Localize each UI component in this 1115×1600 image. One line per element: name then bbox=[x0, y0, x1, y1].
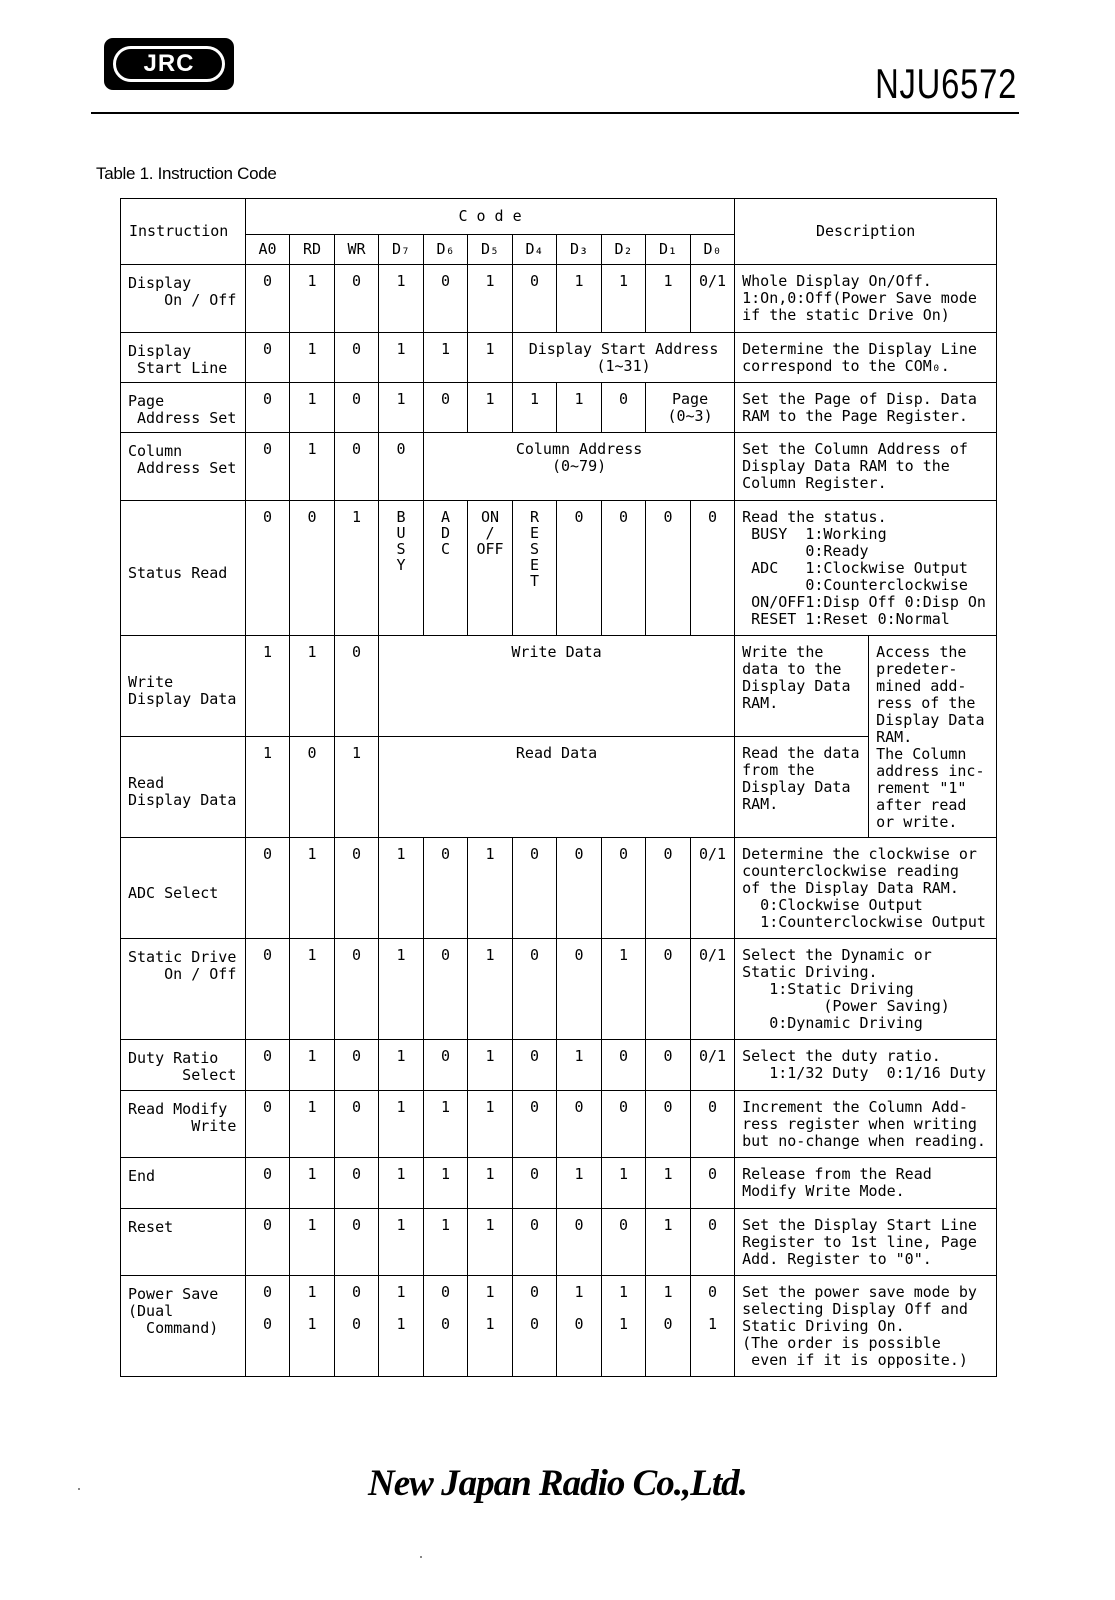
bit-cell: 0 bbox=[246, 501, 290, 636]
table-row bbox=[121, 1091, 997, 1158]
bit-cell: 0 bbox=[246, 939, 290, 1040]
bit-cell: 1 bbox=[646, 265, 691, 333]
bit-cell: 0/1 bbox=[691, 939, 735, 1040]
table-row bbox=[121, 1040, 997, 1091]
bit-cell: 0 bbox=[602, 1040, 646, 1091]
bit-cell: 0 bbox=[646, 1091, 691, 1158]
bit-cell: 0 1 bbox=[691, 1276, 735, 1377]
bit-cell: 0 0 bbox=[246, 1276, 290, 1377]
bit-cell: 1 1 bbox=[602, 1276, 646, 1377]
table-row bbox=[121, 838, 997, 939]
bit-cell: 1 bbox=[246, 737, 290, 838]
bit-cell: 1 bbox=[290, 265, 335, 333]
bit-cell: 1 0 bbox=[557, 1276, 602, 1377]
bit-cell: 0 bbox=[335, 939, 379, 1040]
bit-cell: 1 bbox=[424, 1091, 468, 1158]
bit-cell: 0 bbox=[379, 433, 424, 501]
bit-cell: 1 bbox=[290, 333, 335, 383]
bit-cell: 0 bbox=[602, 1209, 646, 1276]
bit-cell: 1 bbox=[379, 1040, 424, 1091]
bit-cell-reset: R E S E T bbox=[513, 501, 557, 636]
bit-cell: 0/1 bbox=[691, 1040, 735, 1091]
bit-cell: 0 bbox=[246, 433, 290, 501]
bit-cell: 1 0 bbox=[646, 1276, 691, 1377]
table-row bbox=[121, 333, 997, 383]
bit-cell: 0 0 bbox=[335, 1276, 379, 1377]
bit-cell: 1 bbox=[290, 1040, 335, 1091]
company-signature: New Japan Radio Co.,Ltd. bbox=[368, 1463, 747, 1504]
bit-header: RD bbox=[290, 235, 335, 265]
bit-cell: 0 bbox=[513, 1091, 557, 1158]
bit-cell: 1 bbox=[290, 939, 335, 1040]
bit-cell: 1 bbox=[557, 1158, 602, 1209]
instruction-name: Reset bbox=[121, 1209, 246, 1276]
bit-cell: 0 0 bbox=[513, 1276, 557, 1377]
bit-cell: 1 bbox=[290, 1158, 335, 1209]
field-span-cell: Read Data bbox=[379, 737, 735, 838]
bit-cell: 1 bbox=[468, 265, 513, 333]
bit-cell: 0 bbox=[246, 1091, 290, 1158]
bit-cell: 1 bbox=[379, 333, 424, 383]
description-cell: Increment the Column Add- ress register when writing but no-change when reading. bbox=[735, 1091, 997, 1158]
bit-cell: 1 bbox=[290, 1209, 335, 1276]
bit-cell: 0 bbox=[557, 838, 602, 939]
bit-cell: 0 0 bbox=[424, 1276, 468, 1377]
bit-cell: 0 bbox=[335, 838, 379, 939]
instruction-name: Status Read bbox=[121, 501, 246, 636]
table-row bbox=[121, 1158, 997, 1209]
bit-cell: 0 bbox=[335, 333, 379, 383]
bit-cell: 1 bbox=[468, 383, 513, 433]
bit-cell: 1 1 bbox=[379, 1276, 424, 1377]
bit-cell: 0 bbox=[290, 737, 335, 838]
bit-cell: 0 bbox=[646, 939, 691, 1040]
bit-cell: 1 bbox=[335, 501, 379, 636]
bit-cell: 0 bbox=[424, 1040, 468, 1091]
bit-header: D₆ bbox=[424, 235, 468, 265]
description-cell: Write the data to the Display Data RAM. bbox=[735, 636, 869, 737]
model-number: NJU6572 bbox=[874, 60, 1017, 107]
bit-header: D₅ bbox=[468, 235, 513, 265]
bit-cell: 1 bbox=[468, 1040, 513, 1091]
jrc-logo-text: JRC bbox=[113, 46, 225, 82]
bit-cell: 0 bbox=[246, 1209, 290, 1276]
bit-cell: 0 bbox=[513, 838, 557, 939]
instruction-name: Power Save (Dual Command) bbox=[121, 1276, 246, 1377]
bit-cell: 0 bbox=[602, 501, 646, 636]
bit-cell: 0 bbox=[513, 1209, 557, 1276]
bit-header: D₇ bbox=[379, 235, 424, 265]
bit-cell: 0/1 bbox=[691, 265, 735, 333]
bit-cell: 0 bbox=[513, 1158, 557, 1209]
bit-cell: 0 bbox=[335, 1091, 379, 1158]
bit-cell: 1 1 bbox=[290, 1276, 335, 1377]
instruction-name: Duty Ratio Select bbox=[121, 1040, 246, 1091]
jrc-logo bbox=[104, 38, 234, 90]
instruction-name: Static Drive On / Off bbox=[121, 939, 246, 1040]
bit-cell: 1 bbox=[290, 636, 335, 737]
bit-cell: 1 bbox=[424, 1209, 468, 1276]
bit-cell: 0 bbox=[646, 1040, 691, 1091]
bit-cell: 0 bbox=[424, 838, 468, 939]
bit-cell: 1 bbox=[646, 1209, 691, 1276]
bit-cell: 0 bbox=[246, 1040, 290, 1091]
bit-header: D₃ bbox=[557, 235, 602, 265]
table-row bbox=[121, 636, 997, 737]
bit-cell: 1 bbox=[468, 1091, 513, 1158]
bit-cell: 1 bbox=[379, 838, 424, 939]
bit-cell: 1 bbox=[646, 1158, 691, 1209]
bit-cell: 1 bbox=[290, 383, 335, 433]
bit-cell: 0 bbox=[602, 838, 646, 939]
description-cell: Determine the Display Line correspond to the COM₀. bbox=[735, 333, 997, 383]
bit-cell-adc: A D C bbox=[424, 501, 468, 636]
table-row bbox=[121, 383, 997, 433]
description-cell: Select the Dynamic or Static Driving. 1:Static Driving (Power Saving) 0:Dynamic Driving bbox=[735, 939, 997, 1040]
bit-cell: 1 1 bbox=[468, 1276, 513, 1377]
bit-cell: 0 bbox=[602, 1091, 646, 1158]
bit-cell: 0 bbox=[513, 265, 557, 333]
bit-cell: 0/1 bbox=[691, 838, 735, 939]
instruction-name: Write Display Data bbox=[121, 636, 246, 737]
bit-cell: 1 bbox=[246, 636, 290, 737]
bit-cell: 1 bbox=[602, 1158, 646, 1209]
bit-header: D₂ bbox=[602, 235, 646, 265]
bit-header: WR bbox=[335, 235, 379, 265]
description-cell: Set the Display Start Line Register to 1st line, Page Add. Register to "0". bbox=[735, 1209, 997, 1276]
bit-header: A0 bbox=[246, 235, 290, 265]
header-row-1 bbox=[121, 199, 997, 235]
bit-cell: 0 bbox=[513, 1040, 557, 1091]
instruction-name: Display Start Line bbox=[121, 333, 246, 383]
bit-header: D₁ bbox=[646, 235, 691, 265]
bit-cell: 0 bbox=[691, 501, 735, 636]
bit-cell: 1 bbox=[468, 1209, 513, 1276]
bit-cell: 0 bbox=[335, 1040, 379, 1091]
instruction-code-table bbox=[120, 198, 997, 1377]
bit-header: D₀ bbox=[691, 235, 735, 265]
bit-cell: 1 bbox=[602, 265, 646, 333]
description-cell: Read the status. BUSY 1:Working 0:Ready ADC 1:Clockwise Output 0:Counterclockwise ON/OFF1:Disp Off 0:Disp On RESET 1:Reset 0:Normal bbox=[735, 501, 997, 636]
field-span-cell: Page (0~3) bbox=[646, 383, 735, 433]
shared-description-cell: Access the predeter- mined add- ress of the Display Data RAM. The Column address inc- rement "1" after read or write. bbox=[869, 636, 997, 838]
code-header: C o d e bbox=[246, 199, 735, 235]
bit-cell: 0 bbox=[557, 501, 602, 636]
bit-cell: 1 bbox=[290, 1091, 335, 1158]
instruction-name: ADC Select bbox=[121, 838, 246, 939]
instruction-name: End bbox=[121, 1158, 246, 1209]
bit-cell: 0 bbox=[246, 1158, 290, 1209]
bit-cell: 0 bbox=[424, 383, 468, 433]
bit-cell: 0 bbox=[691, 1158, 735, 1209]
bit-cell: 1 bbox=[379, 383, 424, 433]
bit-cell: 1 bbox=[557, 383, 602, 433]
bit-cell: 1 bbox=[379, 1209, 424, 1276]
bit-cell: 1 bbox=[379, 939, 424, 1040]
description-cell: Set the Page of Disp. Data RAM to the Page Register. bbox=[735, 383, 997, 433]
instruction-name: Page Address Set bbox=[121, 383, 246, 433]
bit-cell: 0 bbox=[691, 1091, 735, 1158]
instruction-name: Read Display Data bbox=[121, 737, 246, 838]
bit-cell: 0 bbox=[557, 939, 602, 1040]
scan-speck bbox=[78, 1488, 80, 1490]
bit-cell: 0 bbox=[513, 939, 557, 1040]
bit-cell: 0 bbox=[557, 1209, 602, 1276]
description-cell: Select the duty ratio. 1:1/32 Duty 0:1/16 Duty bbox=[735, 1040, 997, 1091]
description-header: Description bbox=[735, 199, 997, 265]
bit-cell: 1 bbox=[513, 383, 557, 433]
instruction-name: Column Address Set bbox=[121, 433, 246, 501]
bit-cell: 1 bbox=[602, 939, 646, 1040]
bit-header: D₄ bbox=[513, 235, 557, 265]
table-row bbox=[121, 939, 997, 1040]
bit-cell: 0 bbox=[335, 1209, 379, 1276]
header-rule bbox=[91, 112, 1019, 114]
bit-cell: 0 bbox=[335, 636, 379, 737]
bit-cell: 1 bbox=[557, 1040, 602, 1091]
bit-cell-busy: B U S Y bbox=[379, 501, 424, 636]
table-row bbox=[121, 433, 997, 501]
bit-cell: 1 bbox=[290, 433, 335, 501]
instruction-header: Instruction bbox=[121, 199, 246, 265]
table-row bbox=[121, 1276, 997, 1377]
bit-cell: 1 bbox=[468, 1158, 513, 1209]
bit-cell: 0 bbox=[246, 333, 290, 383]
bit-cell: 0 bbox=[424, 265, 468, 333]
field-span-cell: Write Data bbox=[379, 636, 735, 737]
bit-cell: 1 bbox=[424, 1158, 468, 1209]
bit-cell: 1 bbox=[424, 333, 468, 383]
table-row bbox=[121, 1209, 997, 1276]
scan-speck bbox=[420, 1556, 422, 1558]
bit-cell: 0 bbox=[335, 265, 379, 333]
bit-cell: 0 bbox=[424, 939, 468, 1040]
bit-cell: 1 bbox=[379, 265, 424, 333]
description-cell: Release from the Read Modify Write Mode. bbox=[735, 1158, 997, 1209]
description-cell: Whole Display On/Off. 1:On,0:Off(Power Save mode if the static Drive On) bbox=[735, 265, 997, 333]
instruction-name: Read Modify Write bbox=[121, 1091, 246, 1158]
bit-cell: 1 bbox=[468, 838, 513, 939]
bit-cell: 0 bbox=[646, 501, 691, 636]
bit-cell: 0 bbox=[246, 838, 290, 939]
instruction-name: Display On / Off bbox=[121, 265, 246, 333]
bit-cell: 1 bbox=[557, 265, 602, 333]
description-cell: Read the data from the Display Data RAM. bbox=[735, 737, 869, 838]
table-row bbox=[121, 501, 997, 636]
description-cell: Set the Column Address of Display Data RAM to the Column Register. bbox=[735, 433, 997, 501]
bit-cell: 1 bbox=[335, 737, 379, 838]
bit-cell: 0 bbox=[691, 1209, 735, 1276]
bit-cell: 0 bbox=[602, 383, 646, 433]
bit-cell: 0 bbox=[557, 1091, 602, 1158]
bit-cell: 0 bbox=[646, 838, 691, 939]
field-span-cell: Display Start Address (1~31) bbox=[513, 333, 735, 383]
table-row bbox=[121, 265, 997, 333]
bit-cell: 0 bbox=[246, 383, 290, 433]
bit-cell: 1 bbox=[379, 1158, 424, 1209]
bit-cell: 0 bbox=[290, 501, 335, 636]
table-row bbox=[121, 737, 997, 838]
table-caption: Table 1. Instruction Code bbox=[96, 164, 277, 183]
bit-cell: 0 bbox=[335, 383, 379, 433]
field-span-cell: Column Address (0~79) bbox=[424, 433, 735, 501]
description-cell: Determine the clockwise or counterclockwise reading of the Display Data RAM. 0:Clockwise Output 1:Counterclockwise Output bbox=[735, 838, 997, 939]
bit-cell: 0 bbox=[335, 433, 379, 501]
bit-cell: 1 bbox=[468, 939, 513, 1040]
bit-cell: 0 bbox=[335, 1158, 379, 1209]
bit-cell-onoff: ON / OFF bbox=[468, 501, 513, 636]
bit-cell: 1 bbox=[468, 333, 513, 383]
bit-cell: 1 bbox=[379, 1091, 424, 1158]
bit-cell: 0 bbox=[246, 265, 290, 333]
description-cell: Set the power save mode by selecting Display Off and Static Driving On. (The order is possible even if it is opposite.) bbox=[735, 1276, 997, 1377]
bit-cell: 1 bbox=[290, 838, 335, 939]
